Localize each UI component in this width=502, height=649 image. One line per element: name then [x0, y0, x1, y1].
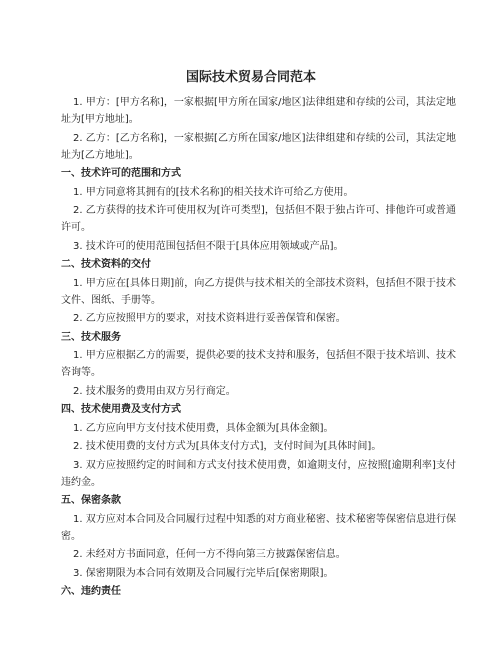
section-heading-license-scope: 一、技术许可的范围和方式	[61, 168, 181, 179]
section-heading-technical-service: 三、技术服务	[61, 331, 121, 343]
clause-paragraph: 3. 双方应按照约定的时间和方式支付技术使用费，如逾期支付，应按照[逾期利率]支付违约金。	[61, 459, 456, 488]
party-a-paragraph: 1. 甲方：[甲方名称]，一家根据[甲方所在国家/地区]法律组建和存续的公司，其法定地址为[甲方地址]。	[61, 97, 456, 125]
clause-paragraph: 3. 保密期限为本合同有效期及合同履行完毕后[保密期限]。	[73, 567, 334, 579]
section-heading-breach-liability: 六、违约责任	[61, 586, 121, 597]
clause-paragraph: 2. 技术服务的费用由双方另行商定。	[73, 385, 236, 397]
document-body	[61, 94, 456, 602]
clause-paragraph: 2. 乙方获得的技术许可使用权为[许可类型]，包括但不限于独占许可、排他许可或普通许可。	[61, 205, 456, 233]
clause-paragraph: 2. 未经对方书面同意，任何一方不得向第三方披露保密信息。	[73, 549, 346, 560]
clause-paragraph: 2. 乙方应按照甲方的要求，对技术资料进行妥善保管和保密。	[73, 313, 346, 324]
clause-paragraph: 3. 技术许可的使用范围包括但不限于[具体应用领域或产品]。	[73, 240, 344, 252]
clause-paragraph: 2. 技术使用费的支付方式为[具体支付方式]，支付时间为[具体时间]。	[73, 441, 382, 452]
clause-paragraph: 1. 双方应对本合同及合同履行过程中知悉的对方商业秘密、技术秘密等保密信息进行保密。	[61, 513, 456, 542]
clause-paragraph: 1. 乙方应向甲方支付技术使用费，具体金额为[具体金额]。	[73, 422, 334, 434]
document-title: 国际技术贸易合同范本	[185, 70, 316, 85]
party-b-paragraph: 2. 乙方：[乙方名称]，一家根据[乙方所在国家/地区]法律组建和存续的公司，其法定地址为[乙方地址]。	[61, 132, 456, 161]
clause-paragraph: 1. 甲方应在[具体日期]前，向乙方提供与技术相关的全部技术资料，包括但不限于技术文件、图纸、手册等。	[61, 277, 456, 306]
clause-paragraph: 1. 甲方同意将其拥有的[技术名称]的相关技术许可给乙方使用。	[73, 186, 354, 198]
section-heading-materials-delivery: 二、技术资料的交付	[61, 259, 151, 270]
section-heading-confidentiality: 五、保密条款	[61, 495, 121, 506]
section-heading-fees-payment: 四、技术使用费及支付方式	[61, 404, 181, 415]
clause-paragraph: 1. 甲方应根据乙方的需要，提供必要的技术支持和服务，包括但不限于技术培训、技术咨询等。	[61, 350, 456, 378]
